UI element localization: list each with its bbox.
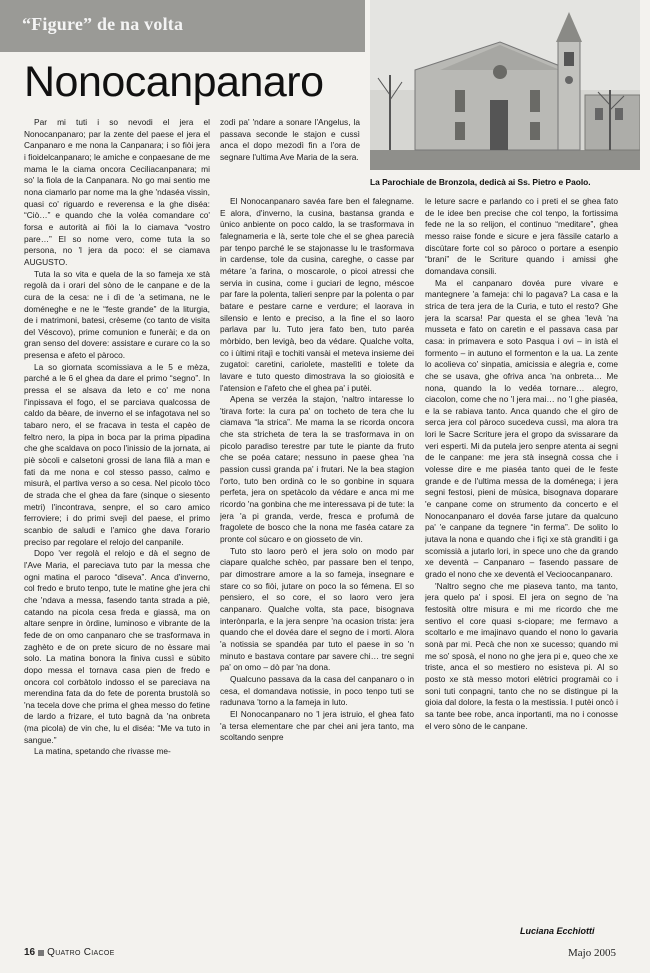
article-column-3 bbox=[425, 196, 618, 916]
church-photo bbox=[370, 0, 640, 170]
author-signature: Luciana Ecchiotti bbox=[520, 926, 595, 936]
paragraph: El Nonocanpanaro no 'l jera istruio, el ghea fato 'a tersa elementare che par chei ani jera tanto, ma scoltando senpre bbox=[220, 708, 414, 743]
article-column-2 bbox=[220, 196, 414, 947]
paragraph: 'Naltro segno che me piaseva tanto, ma tanto, jera quelo pa' i sposi. El jera on segno de 'na festosità oltre misura e mi me ricordo che me sentivo el core quasi s-ciopare; me fermavo a scoltarlo e me imajinavo quando el nono lo gavaria sonà par mi. Pecà che non xe sucesso; quando mi me so' sposà, el nono no ghe jera pi e, queo che xe triste, anca el so mestiero no esisteva pi. Al so posto xe stà messo motori elètrici programài co i soni tuti conpagni, tanto che no se distingue pi la gioia dal dolore, la festa o la mestissia. I putèi oncò i sa tante bee robe, anca inportanti, ma no i conosse el vero sòno de le canpane. bbox=[425, 580, 618, 731]
magazine-name: Quatro Ciacoe bbox=[47, 947, 115, 958]
square-bullet-icon bbox=[38, 950, 44, 956]
article-column-2-top bbox=[220, 117, 360, 187]
footer-folio bbox=[24, 947, 115, 958]
paragraph: le leture sacre e parlando co i preti el se ghea fato de le idee ben precise che col tenpo, la fortissima fede ne la so relijon, el continuo “meditare”, ghea messo raise fonde e sicure e jera fàssile catarlo a discùtare forte col so pàroco o portare a esenpio “brani” de le Scriture quando i amissi ghe domandava consili. bbox=[425, 196, 618, 276]
section-header-band bbox=[0, 0, 365, 52]
church-photo-image bbox=[370, 0, 640, 170]
paragraph: Par mi tuti i so nevodi el jera el Nonocanpanaro; par la zente del paese el jera el Canpanaro e me nona la Canpanara; i so fiòi jera i fioidelcanpanaro; le amiche e conpaesane de me mama le la ciama oncora Ceciliacanpanara; mi so' la fiola de la Canpanara. No go mai sentio me nona ciamarlo par nome ma la ghe 'ndaséa vissin, quasi co' riguardo e reverensa e la ghe diséa: “Ciò…” e quando che la voléa comandare co' forsa e autorità ai fiòi la lo ciamava “vostro pare…” El so nome vero, come tuta la so persona, no 'l jera da poco: el se ciamava AUGUSTO. bbox=[24, 117, 210, 267]
issue-date: Majo 2005 bbox=[568, 947, 616, 959]
paragraph: El Nonocanpanaro savéa fare ben el falegname. E alora, d'inverno, la cusina, bastansa granda e ùnico anbiente on poco caldo, la se trasformava in falegnameria e là, serte tole che el se ghea parecià par tenpo parché le se stajonasse lu le trasformava in cardense, tole da cusina, careghe, o casse par métare 'a farina, o moscarole, o picoi atressi che servia in cusina, come i guciari de legno, méscoe par fare la polenta, talieri senpre par la polenta o par batare e pestare carne e verdure; el laorava in silensio e lento e preciso, a la fine el so laoro parlava par lu. Tuto jera fato ben, tuto paréa mòrbido, ben levigà, beo da védare. Qualche volta, co i ùltimi ritajì e tochiti vansài el meteva insieme dei zugatoi: caretini, cariolete, mastelìti e tolete da lavare e tuto questo dimostrava la so gioiosità e l'atension e l'afeto che el ghea pa' i putèi. bbox=[220, 196, 414, 393]
paragraph: La so giornata scomissiava a le 5 e mèza, parché a le 6 el ghea da dare el primo “segno”. In pressa el se alsava da leto e co' me nona l'inpissava el fogo, el se parciava qualcossa de caldo da bèare, de inverno el se infagotava nel so tabaro nero, el se fracava in testa el capèo de feltro nero, la pipa in boca par la prima pipadina che ghe scaldava on poco l'inissio de la jornata, ai piè sòcoli e calsetoni grossi de lana filà a man e fati da me nona e col stesso passo, calmo e misurà, el partiva verso a so cesa. Nel picolo tòco de strada che el ghea da fare (sinque o siesento metri) l'incontrava, senpre, el so caro amico ferroviere; i do primi svejì del paese, el primo scanbio de saludi e l'amico ghe dava l'orario preciso par regolare el relojo del canpanile. bbox=[24, 361, 210, 547]
paragraph: Tuto sto laoro però el jera solo on modo par ciapare qualche schèo, par passare ben el tenpo, par dimostrare amore a la so fameja, insegnare e stare co so fiòi, jutare on poco la so fémena. El so pensiero, el so core, el so laoro vero jera canpanaro. Qualche volta, sta pace, bisognava interònparla, e la jera senpre 'na ocasion trista: jera quando che el dovéa dare el segno de i morti. Alora 'a notissia se spandéa par tuto el paese in so 'n minuto e bastava contare par savere chi… tre segni pa' on omo – dò par 'na dona. bbox=[220, 545, 414, 673]
paragraph: Tuta la so vita e quela de la so fameja xe stà regolà da i orari del sòno de le canpane e de la cura de la cesa: ne i dì de 'a setimana, ne le doméneghe e ne le “feste grande” de la liturgia, de i matrimoni, batesi, crèseme (co tanto de visita del Véscovo), prime comunion e funerài; e da on gran senso del dovere: assistare e curare co la so presensa e afeto el pàroco. bbox=[24, 268, 210, 361]
section-label: “Figure” de na volta bbox=[22, 14, 184, 34]
article-title: Nonocanpanaro bbox=[24, 58, 324, 106]
paragraph: La matina, spetando che rivasse me- bbox=[34, 746, 171, 757]
article-column-1 bbox=[24, 117, 210, 947]
page-number: 16 bbox=[24, 947, 36, 958]
paragraph: Apena se verzéa la stajon, 'naltro intaresse lo 'tirava forte: la cura pa' on tocheto de tera che lu ciamava “la strica”. Me mama la se ricorda oncora che sta stricheta de tera la se trasformava in on picolo paradiso terestre par tute le piante da fruto che se poéa catare; nessuno in paese ghea 'na passion cussì granda pa' i frutari. Ne la bea stagion l'orto, tuto ben ordinà co le so gonbine in squara perfeta, jera on spetàcolo da védare e anca mi me ricordo 'na gonbina che me interessava pi de tute: la jera 'a pi granda, verde, fresca e profumà de fragolete de bosco che la nona me faséa catare za pronte col sùcaro e on giosseto de vin. bbox=[220, 394, 414, 545]
paragraph: Qualcuno passava da la casa del canpanaro o in cesa, el domandava notissie, in poco tenpo tuti se radunava 'torno a la fameja in luto. bbox=[220, 673, 414, 708]
paragraph: zodì pa' 'ndare a sonare l'Angelus, la passava seconde le stajon e cussì anca el dopo mezodì fin a l'ora de segnare l'ultima Ave Maria de la sera. bbox=[220, 117, 360, 162]
photo-caption: La Parochiale de Bronzola, dedicà ai Ss. Pietro e Paolo. bbox=[370, 177, 591, 187]
paragraph: Dopo 'ver regolà el relojo e dà el segno de l'Ave Maria, el pareciava tuto par la messa che ogni matina el paroco “diseva”. Anca d'inverno, col fredo e bruto tenpo, tute le matine ghe jera chi che 'ndava a messa, fasendo tanta strada a piè, catando na picola cesa freda e giassà, ma on altare senpre in òrdine, luminoso e vibrante de la fede de on omo canpanaro che se trasformava in zaghèto e de on prete sicuro de no èssare mai solo. La matina bonora la finiva cussì e sùbito dopo messa el tornava casa pien de fredo e oncora col corbàtolo indosso el se pareciava na merendina fata da do fete de porenta brustolà so 'na tecela dove che prima el ghea messo do fetine de lardo a frizare, el tuto bagnà da 'na onbreta (ma picola) de vin che, lu el diséa: “Me va tuto in sangue.” bbox=[24, 548, 210, 745]
paragraph: Ma el canpanaro dovéa pure vivare e mantegnere 'a fameja: chi lo pagava? La casa e la strica de tera jera de la Curia, e tuto el resto? Ghe jera la scarsa! Par questa el se ghea 'levà 'na musseta e fato on caretin e el passava casa par casa: in primavera e soto Pasqua i ovi – in istà el formento – in autuno el formenton e la ua. La zente lo acolieva co' sinpatia, amicissia e alegria e, come che se usava, ghe ofriva anca 'na onbreta… Me nona, quando la lo vedéa tornare… alegro, ciacolon, come che no 'l jera mai… no 'l ghe piaséa, e la se rabiava tanto. Anca quando che el giro de serca jera col pàroco sucedeva cussì, ma alora tra lori le Sacre Scriture jera el gropo da svissarare da veri esperti. Mi da putela jero senpre atenta ai segni de le canpane: me jera stà insegnà cossa che i volesse dire e me piaséa tanto quei de le feste grande e de l'ultima messa de la doménega; i jera segni festosi, pieni de mùsica, bisognava doparare 'e canpane come on strumento da concerto e el Nonocanpanaro el dovéa farse jutare da qualcuno pa' 'e canpane da tegnere “in ferma”. De solito lo jutava la nona e quando che i fiçi xe stà granditi i ga scomissià a jutarlo lori, in spece uno che da grando xe deventà – Canpanaro – fasendo passare de grado el nono che xe deventà el Vecioocanpanaro. bbox=[425, 277, 618, 579]
